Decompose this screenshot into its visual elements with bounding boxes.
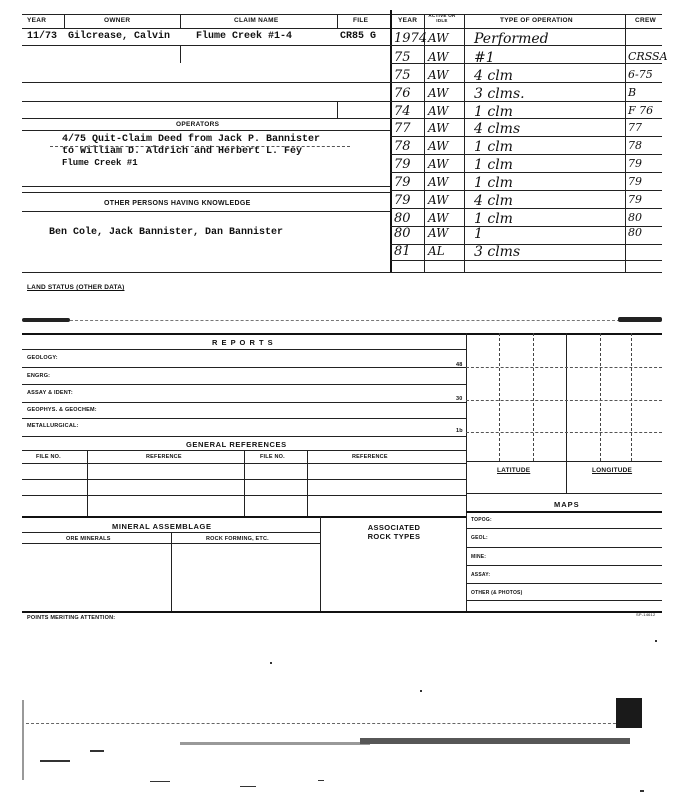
log-status: AW (428, 68, 449, 82)
record-file: CR85 G (340, 31, 377, 42)
log-status: AW (428, 104, 449, 118)
ref-col-reference-1: REFERENCE (146, 454, 182, 460)
log-crew: 79 (628, 175, 642, 188)
log-operation: 3 clms. (474, 86, 525, 102)
header-year: YEAR (27, 17, 47, 24)
map-assay: ASSAY: (471, 572, 491, 578)
log-year: 75 (394, 50, 411, 65)
log-year: 79 (394, 157, 411, 172)
ink-smudge-left (22, 318, 70, 322)
log-operation: 1 (474, 226, 483, 242)
log-crew: 77 (628, 121, 642, 134)
header-file: FILE (353, 17, 369, 24)
record-owner: Gilcrease, Calvin (68, 31, 171, 42)
reports-title: R E P O R T S (212, 338, 274, 347)
ref-col-file-no-1: FILE NO. (36, 454, 61, 460)
log-year: 1974 (394, 31, 428, 46)
log-year: 76 (394, 86, 411, 101)
map-mine: MINE: (471, 554, 487, 560)
log-operation: 1 clm (474, 175, 513, 191)
log-year: 79 (394, 193, 411, 208)
log-status: AW (428, 175, 449, 189)
log-operation: 1 clm (474, 104, 513, 120)
log-year: 77 (394, 121, 411, 136)
operators-line-1: 4/75 Quit-Claim Deed from Jack P. Bannister (62, 134, 321, 145)
rock-forming-label: ROCK FORMING, ETC. (206, 536, 269, 542)
operators-line-3: Flume Creek #1 (62, 158, 138, 168)
map-geol: GEOL: (471, 535, 488, 541)
mineral-assemblage-title: MINERAL ASSEMBLAGE (112, 522, 212, 531)
general-references-title: GENERAL REFERENCES (186, 440, 287, 449)
log-operation: #1 (474, 50, 495, 66)
log-crew: B (628, 86, 637, 99)
log-crew: CRSSA (628, 50, 668, 63)
log-crew: 78 (628, 139, 642, 152)
maps-title: MAPS (554, 500, 580, 509)
report-geology: GEOLOGY: (27, 355, 58, 361)
log-status: AW (428, 226, 449, 240)
report-metallurgical: METALLURGICAL: (27, 423, 79, 429)
record-date: 11/73 (27, 31, 58, 42)
log-crew: F 76 (628, 104, 654, 117)
log-operation: 4 clm (474, 68, 513, 84)
log-year: 75 (394, 68, 411, 83)
latitude-label: LATITUDE (497, 467, 531, 474)
ref-col-file-no-2: FILE NO. (260, 454, 285, 460)
log-crew: 79 (628, 193, 642, 206)
associated-rock-types-label: ASSOCIATED ROCK TYPES (367, 523, 421, 541)
log-operation: 1 clm (474, 139, 513, 155)
log-status: AW (428, 211, 449, 225)
map-topog: TOPOG: (471, 517, 492, 523)
longitude-label: LONGITUDE (592, 467, 633, 474)
header-active-idle: ACTIVE OR IDLE (428, 13, 456, 23)
report-geology-num: 48 (456, 362, 463, 368)
log-year: 78 (394, 139, 411, 154)
log-status: AW (428, 50, 449, 64)
log-status: AL (428, 244, 445, 258)
ink-smudge-right (618, 317, 662, 322)
ore-minerals-label: ORE MINERALS (66, 536, 111, 542)
log-status: AW (428, 31, 449, 45)
report-engrg: ENGRG: (27, 373, 51, 379)
ref-col-reference-2: REFERENCE (352, 454, 388, 460)
log-status: AW (428, 139, 449, 153)
operators-line-2: to William D. Aldrich and Herbert L. Fey (62, 146, 303, 157)
header-claim-name: CLAIM NAME (234, 17, 279, 24)
header-crew: CREW (635, 17, 657, 24)
map-other: OTHER (& PHOTOS) (471, 590, 523, 596)
report-assay: ASSAY & IDENT: (27, 390, 73, 396)
other-persons-title: OTHER PERSONS HAVING KNOWLEDGE (104, 200, 251, 207)
report-assay-num: 30 (456, 396, 463, 402)
log-year: 74 (394, 104, 411, 119)
land-status-label: LAND STATUS (OTHER DATA) (27, 284, 125, 291)
log-operation: Performed (474, 31, 549, 47)
log-crew: 79 (628, 157, 642, 170)
points-meriting-attention: POINTS MERITING ATTENTION: (27, 615, 116, 621)
log-status: AW (428, 157, 449, 171)
header-type-of-operation: TYPE OF OPERATION (500, 17, 573, 24)
log-year: 81 (394, 244, 411, 259)
log-crew: 80 (628, 226, 642, 239)
operators-title: OPERATORS (176, 121, 220, 128)
header-owner: OWNER (104, 17, 131, 24)
log-status: AW (428, 193, 449, 207)
log-status: AW (428, 121, 449, 135)
log-status: AW (428, 86, 449, 100)
log-operation: 1 clm (474, 211, 513, 227)
record-claim: Flume Creek #1-4 (196, 31, 293, 42)
log-operation: 4 clm (474, 193, 513, 209)
log-operation: 3 clms (474, 244, 521, 260)
log-crew: 6-75 (628, 68, 653, 81)
log-year: 80 (394, 211, 411, 226)
other-persons-text: Ben Cole, Jack Bannister, Dan Bannister (49, 227, 284, 238)
log-crew: 80 (628, 211, 642, 224)
log-operation: 4 clms (474, 121, 521, 137)
log-year: 79 (394, 175, 411, 190)
report-metallurgical-num: 1b (456, 428, 463, 434)
report-geophys: GEOPHYS. & GEOCHEM: (27, 407, 97, 413)
header-year-2: YEAR (398, 17, 418, 24)
log-operation: 1 clm (474, 157, 513, 173)
log-year: 80 (394, 226, 411, 241)
form-number: SP-14612 (636, 612, 656, 617)
